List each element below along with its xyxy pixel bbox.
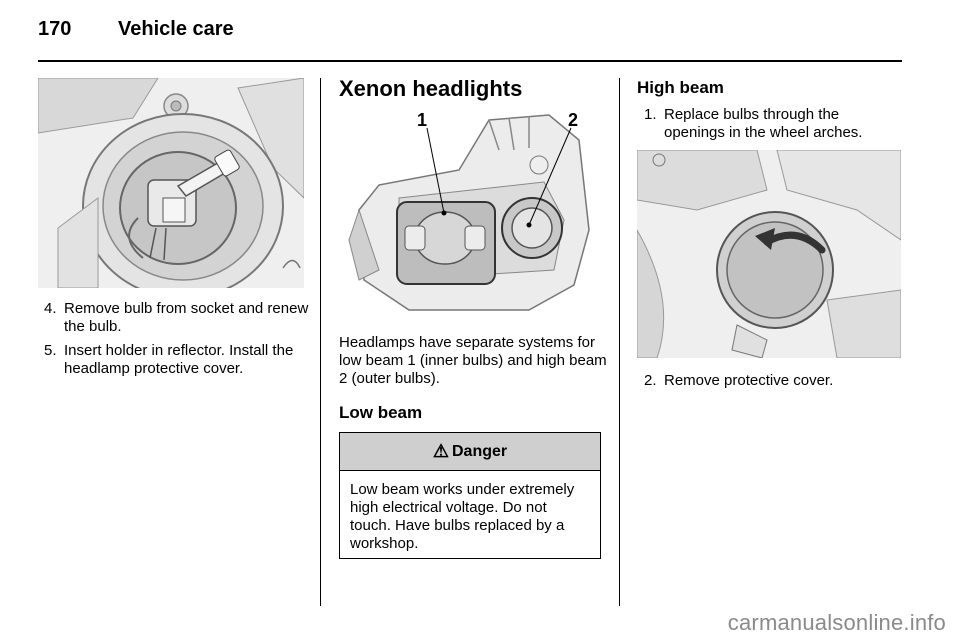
header-divider	[38, 60, 902, 62]
xenon-headlamp-diagram	[339, 110, 601, 320]
list-item	[640, 106, 902, 142]
xenon-description: Headlamps have separate systems for low beam 1 (inner bulbs) and high beam 2 (outer bulbs).	[339, 334, 607, 387]
section-title: Vehicle care	[118, 18, 234, 40]
step-number: 1.	[644, 106, 657, 123]
step-number: 5.	[44, 342, 57, 359]
left-steps-list	[40, 300, 310, 384]
step-text: Remove protective cover.	[664, 372, 834, 389]
page-number: 170	[38, 18, 72, 40]
right-steps-list-1	[640, 106, 902, 148]
step-number: 2.	[644, 372, 657, 389]
step-text: Replace bulbs through the openings in the wheel arches.	[664, 106, 863, 141]
list-item	[40, 300, 310, 336]
column-divider-right	[619, 78, 620, 606]
warning-triangle-icon: ⚠	[432, 441, 449, 461]
list-item	[640, 372, 902, 390]
xenon-heading: Xenon headlights	[339, 76, 523, 101]
column-divider-left	[320, 78, 321, 606]
step-number: 4.	[44, 300, 57, 317]
step-text: Remove bulb from socket and renew the bulb.	[64, 300, 309, 335]
list-item	[40, 342, 310, 378]
bulb-socket-illustration	[38, 78, 304, 288]
danger-notice	[339, 432, 601, 559]
wheel-arch-cover-illustration	[637, 150, 901, 358]
right-steps-list-2	[640, 372, 902, 396]
step-text: Insert holder in reflector. Install the headlamp protective cover.	[64, 342, 294, 377]
danger-title: Danger	[452, 442, 508, 460]
danger-header	[340, 433, 600, 471]
callout-1: 1	[417, 110, 428, 130]
page-header	[38, 18, 234, 48]
high-beam-heading: High beam	[637, 78, 724, 97]
danger-text: Low beam works under extremely high electrical voltage. Do not touch. Have bulbs replaced by a workshop.	[350, 481, 575, 552]
callout-2: 2	[568, 110, 579, 130]
low-beam-heading: Low beam	[339, 403, 423, 422]
watermark: carmanualsonline.info	[727, 610, 946, 635]
